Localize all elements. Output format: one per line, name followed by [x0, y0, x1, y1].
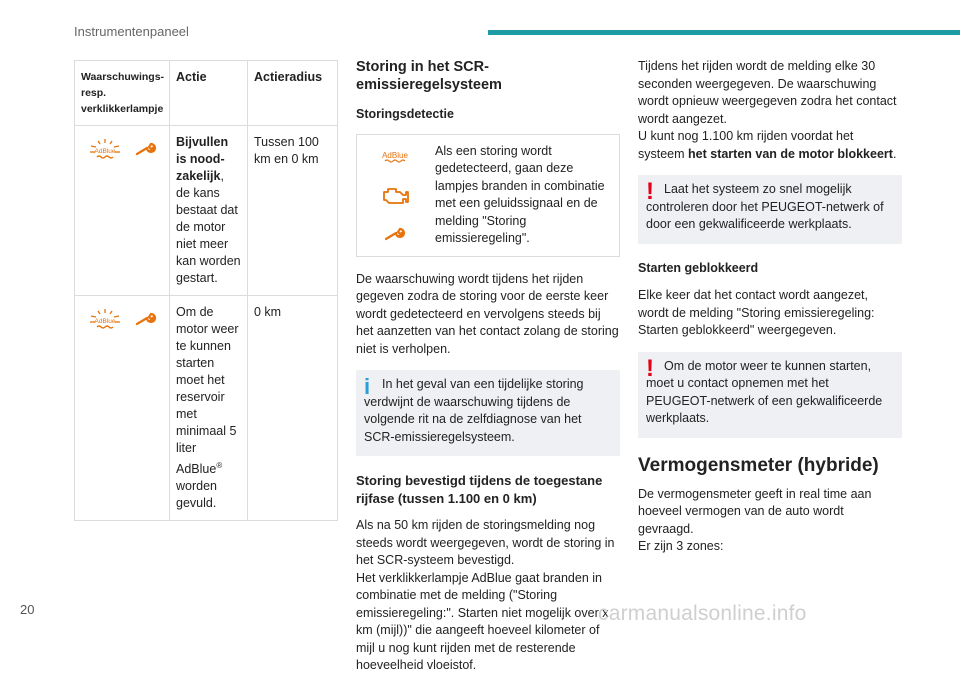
action-text: , de kans bestaat dat de motor niet meer kan worden gestart. — [176, 169, 241, 285]
subheading-confirmed: Storing bevestigd tijdens de toegestane rijfase (tussen 1.100 en 0 km) — [356, 473, 603, 506]
table-cell-range: 0 km — [248, 296, 338, 521]
warning-lamps-icons — [357, 135, 433, 256]
table-header-icon: Waarschuwings-resp. verklikkerlampje — [75, 61, 170, 126]
table-cell-action — [170, 126, 248, 296]
paragraph-confirmed: Als na 50 km rijden de storingsmelding nog steeds wordt weergegeven, wordt de storing in het SCR-systeem bevestigd. Het verklikkerlampje AdBlue gaat branden in combinatie met de melding ("Storing emissieregeling:". Starten niet mogelijk over x km (mijl))" die aangeeft hoeveel kilometer of mijl u nog kunt rijden met de resterende hoeveelheid vloeistof. — [356, 518, 615, 672]
warning-table — [74, 60, 338, 521]
warning-exclamation-icon: ! — [646, 178, 654, 205]
watermark: carmanualsonline.info — [598, 602, 807, 625]
warning-lamps-text: Als een storing wordt gedetecteerd, gaan deze lampjes branden in combinatie met een geluidssignaal en de melding "Storing emissieregeling". — [435, 143, 605, 245]
action-text-end: worden gevuld. — [176, 479, 217, 511]
section-title-power-meter: Vermogensmeter (hybride) — [638, 454, 879, 476]
table-cell-icons — [75, 296, 170, 521]
paragraph-blocked: Elke keer dat het contact wordt aangezet, wordt de melding "Storing emissieregeling: Starten geblokkeerd" weergegeven. — [638, 288, 875, 337]
adblue-icon-label: AdBlue — [94, 148, 115, 155]
info-note-text: In het geval van een tijdelijke storing verdwijnt de waarschuwing tijdens de volgende rit na de zelfdiagnose van het SCR-emissieregelsysteem. — [364, 377, 584, 444]
section-title-scr: Storing in het SCR-emissieregelsysteem — [356, 59, 502, 93]
wrench-icon — [135, 312, 157, 326]
header-accent-bar — [488, 30, 960, 35]
table-cell-icons — [75, 126, 170, 296]
column-middle — [356, 58, 620, 687]
warning-note-restart — [638, 352, 902, 438]
page-number: 20 — [20, 602, 35, 617]
table-cell-range: Tussen 100 km en 0 km — [248, 126, 338, 296]
warning-exclamation-icon: ! — [646, 354, 654, 382]
table-cell-action — [170, 296, 248, 521]
adblue-blinking-icon — [88, 308, 122, 330]
info-icon: i — [364, 374, 371, 399]
info-note — [356, 370, 620, 456]
para-bold: het starten van de motor blokkeert — [688, 146, 893, 161]
column-right — [638, 58, 902, 568]
adblue-text: AdBlue — [382, 151, 408, 161]
table-header-action: Actie — [170, 61, 248, 126]
adblue-icon-label: AdBlue — [94, 318, 115, 325]
warning-note-text: Om de motor weer te kunnen starten, moet u contact opnemen met het PEUGEOT-netwerk of een gekwalificeerde werkplaats. — [646, 358, 883, 425]
table-row — [75, 296, 338, 521]
table-row — [75, 126, 338, 296]
warning-note-text: Laat het systeem zo snel mogelijk controleren door het PEUGEOT-netwerk of door een gekwalificeerde werkplaats. — [646, 182, 884, 231]
paragraph-power-meter: De vermogensmeter geeft in real time aan hoeveel vermogen van de auto wordt gevraagd. Er zijn 3 zones: — [638, 486, 872, 553]
registered-mark: ® — [216, 461, 223, 470]
wrench-icon — [384, 227, 406, 241]
engine-icon — [380, 185, 410, 205]
para-end: . — [892, 146, 897, 161]
paragraph-warning-display: De waarschuwing wordt tijdens het rijden gegeven zodra de storing voor de eerste keer wordt gedetecteerd en vervolgens steeds bij het aanzetten van het contact zolang de storing niet is verholpen. — [356, 271, 619, 356]
adblue-icon — [378, 149, 412, 163]
action-text: Om de motor weer te kunnen starten moet het reservoir met minimaal 5 liter AdBlue — [176, 305, 239, 477]
paragraph-message-interval — [638, 58, 902, 163]
header-title: Instrumentenpaneel — [74, 24, 189, 39]
table-header-range: Actieradius — [248, 61, 338, 126]
subheading-blocked: Starten geblokkeerd — [638, 260, 759, 275]
warning-lamps-box — [356, 134, 620, 257]
action-bold: Bijvullen is nood-zakelijk — [176, 135, 229, 183]
warning-note-check — [638, 175, 902, 244]
para-text: Tijdens het rijden wordt de melding elke 30 seconden weergegeven. De waarschuwing wordt opnieuw weergegeven zodra het contact wordt aangezet. U kunt nog 1.100 km rijden voordat het systeem — [638, 59, 897, 161]
table-header-row — [75, 61, 338, 126]
wrench-icon — [135, 142, 157, 156]
subheading-detection: Storingsdetectie — [356, 107, 454, 121]
adblue-blinking-icon — [88, 138, 122, 160]
